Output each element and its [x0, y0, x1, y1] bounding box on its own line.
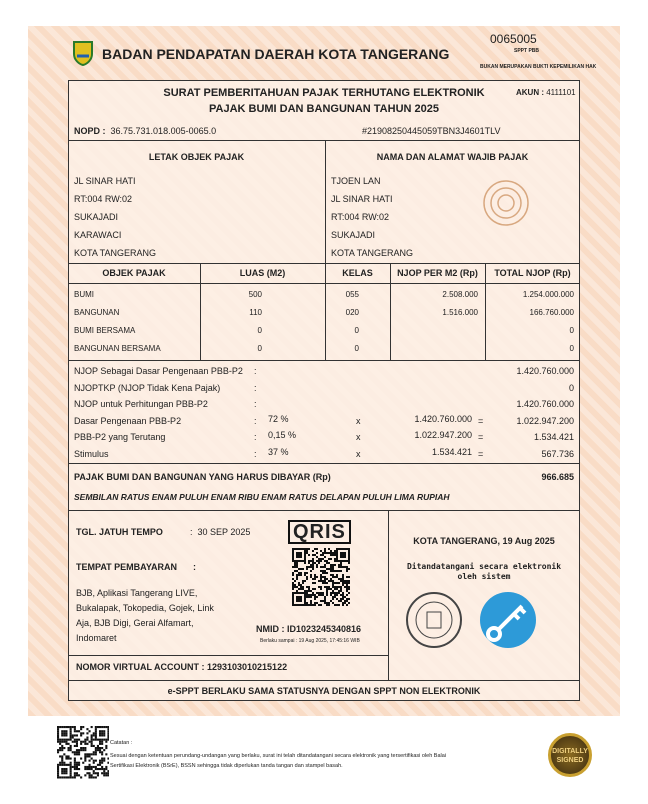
table-cell: 0	[354, 326, 359, 335]
calc-label: NJOP Sebagai Dasar Pengenaan PBB-P2	[74, 366, 243, 376]
table-cell: 055	[345, 290, 359, 299]
payment-place-colon: :	[193, 562, 196, 572]
calc-label: Stimulus	[74, 448, 109, 459]
table-header: KELAS	[342, 268, 373, 278]
calc-label: NJOPTKP (NJOP Tidak Kena Pajak)	[74, 382, 221, 393]
table-cell: 0	[257, 344, 262, 353]
calc-equals: =	[478, 432, 484, 442]
note-line1: Sesuai dengan ketentuan perundang-undangan yang berlaku, surat ini telah ditandatangani secara elektronik yang tersertifikasi oleh Balai	[110, 753, 447, 759]
table-cell: BUMI	[74, 290, 94, 299]
agency-name: BADAN PENDAPATAN DAERAH KOTA TANGERANG	[102, 46, 450, 62]
nopd-value: 36.75.731.018.005-0065.0	[110, 126, 217, 136]
table-cell: 500	[248, 290, 262, 299]
qris-logo: QRIS	[288, 520, 351, 544]
payment-place-label: TEMPAT PEMBAYARAN	[76, 562, 178, 572]
nopd-label: NOPD :	[74, 126, 106, 136]
calc-value: 1.022.947.200	[516, 415, 574, 426]
calc-value: 1.534.421	[533, 432, 574, 442]
ornament-icon	[478, 178, 534, 228]
total-label: PAJAK BUMI DAN BANGUNAN YANG HARUS DIBAYAR (Rp)	[74, 472, 331, 482]
taxpayer-line: RT:004 RW:02	[331, 212, 390, 222]
due-date-colon: :	[190, 527, 193, 537]
city-logo-icon	[72, 40, 94, 66]
table-cell: 0	[569, 344, 574, 353]
calc-multiply: x	[356, 448, 361, 459]
virtual-account: NOMOR VIRTUAL ACCOUNT : 1293103010215122	[76, 662, 288, 672]
payment-place-line: Indomaret	[76, 633, 117, 643]
calc-base: 1.534.421	[431, 446, 472, 457]
table-header: LUAS (M2)	[239, 268, 286, 278]
taxpayer-line: TJOEN LAN	[331, 176, 381, 186]
sign-line1: Ditandatangani secara elektronik	[406, 562, 562, 571]
note-line2: Sertifikasi Elektronik (BSrE), BSSN sehingga tidak diperlukan tanda tangan dan stampel basah.	[110, 763, 343, 769]
calc-colon: :	[254, 415, 257, 426]
calc-base: 1.022.947.200	[414, 430, 472, 440]
calc-equals: =	[478, 415, 484, 426]
title-line1: SURAT PEMBERITAHUAN PAJAK TERHUTANG ELEKTRONIK	[163, 87, 485, 99]
calc-label: Dasar Pengenaan PBB-P2	[74, 415, 182, 426]
qris-qr-code[interactable]	[292, 548, 350, 608]
taxpayer-line: JL SINAR HATI	[331, 194, 393, 204]
verification-qr-code[interactable]	[57, 726, 109, 782]
object-location-line: RT:004 RW:02	[74, 194, 133, 204]
document-number: 0065005	[490, 32, 537, 46]
calc-value: 0	[568, 382, 574, 393]
calc-value: 1.420.760.000	[516, 399, 574, 409]
table-header: OBJEK PAJAK	[102, 268, 166, 278]
digital-key-icon	[478, 590, 538, 650]
table-cell: 0	[257, 326, 262, 335]
calc-colon: :	[254, 432, 257, 442]
qris-valid-until: Berlaku sampai : 19 Aug 2025, 17:45:16 WIB	[260, 638, 360, 644]
akun-label: AKUN :	[516, 88, 544, 97]
validity-statement: e-SPPT BERLAKU SAMA STATUSNYA DENGAN SPPT NON ELEKTRONIK	[167, 686, 481, 696]
calc-percent: 0,15 %	[268, 430, 297, 440]
calc-value: 1.420.760.000	[516, 366, 574, 376]
calc-multiply: x	[356, 415, 361, 426]
calc-colon: :	[254, 448, 257, 459]
akun-value: 4111101	[546, 88, 576, 97]
payment-place-line: Bukalapak, Tokopedia, Gojek, Link	[76, 603, 214, 613]
calc-value: 567.736	[541, 448, 574, 459]
note-label: Catatan :	[110, 740, 133, 746]
table-cell: 2.508.000	[442, 290, 478, 299]
object-location-heading: LETAK OBJEK PAJAK	[148, 152, 245, 162]
object-location-line: KOTA TANGERANG	[74, 248, 157, 258]
table-cell: BANGUNAN BERSAMA	[74, 344, 161, 353]
document-code: #21908250445059TBN3J4601TLV	[362, 126, 501, 136]
taxpayer-line: KOTA TANGERANG	[331, 248, 414, 258]
government-seal-icon	[404, 590, 464, 650]
table-cell: 166.760.000	[529, 308, 574, 317]
table-cell: 1.254.000.000	[522, 290, 574, 299]
calc-label: NJOP untuk Perhitungan PBB-P2	[74, 399, 208, 409]
calc-multiply: x	[356, 432, 361, 442]
table-cell: BUMI BERSAMA	[74, 326, 136, 335]
table-cell: 110	[249, 308, 262, 317]
calc-base: 1.420.760.000	[414, 413, 472, 424]
total-in-words: SEMBILAN RATUS ENAM PULUH ENAM RIBU ENAM RATUS DELAPAN PULUH LIMA RUPIAH	[74, 492, 450, 502]
title-line2: PAJAK BUMI DAN BANGUNAN TAHUN 2025	[208, 103, 439, 115]
taxpayer-line: SUKAJADI	[331, 230, 376, 240]
object-location-line: KARAWACI	[74, 230, 122, 240]
calc-label: PBB-P2 yang Terutang	[74, 432, 166, 442]
object-location-line: SUKAJADI	[74, 212, 119, 222]
due-date-label: TGL. JATUH TEMPO	[76, 527, 163, 537]
sign-place-date: KOTA TANGERANG, 19 Aug 2025	[413, 536, 555, 546]
calc-colon: :	[254, 399, 257, 409]
table-cell: 0	[569, 326, 574, 335]
digitally-signed-badge: DIGITALLY SIGNED	[548, 733, 592, 777]
table-header: NJOP PER M2 (Rp)	[397, 268, 478, 278]
table-cell: 0	[354, 344, 359, 353]
table-cell: 020	[345, 308, 359, 317]
payment-place-line: BJB, Aplikasi Tangerang LIVE,	[76, 588, 198, 598]
table-header: TOTAL NJOP (Rp)	[494, 268, 571, 278]
sign-line2: oleh sistem	[457, 572, 511, 581]
object-location-line: JL SINAR HATI	[74, 176, 136, 186]
calc-percent: 37 %	[268, 446, 289, 457]
payment-place-line: Aja, BJB Digi, Gerai Alfamart,	[76, 618, 194, 628]
total-value: 966.685	[541, 472, 574, 482]
due-date: 30 SEP 2025	[197, 527, 251, 537]
calc-colon: :	[254, 382, 257, 393]
calc-percent: 72 %	[268, 413, 289, 424]
taxpayer-heading: NAMA DAN ALAMAT WAJIB PAJAK	[376, 152, 529, 162]
table-cell: BANGUNAN	[74, 308, 120, 317]
calc-colon: :	[254, 366, 257, 376]
document-type: SPPT PBB	[514, 48, 540, 54]
calc-equals: =	[478, 448, 484, 459]
nmid: NMID : ID1023245340816	[256, 624, 362, 634]
table-cell: 1.516.000	[442, 308, 478, 317]
disclaimer: BUKAN MERUPAKAN BUKTI KEPEMILIKAN HAK	[480, 64, 597, 70]
